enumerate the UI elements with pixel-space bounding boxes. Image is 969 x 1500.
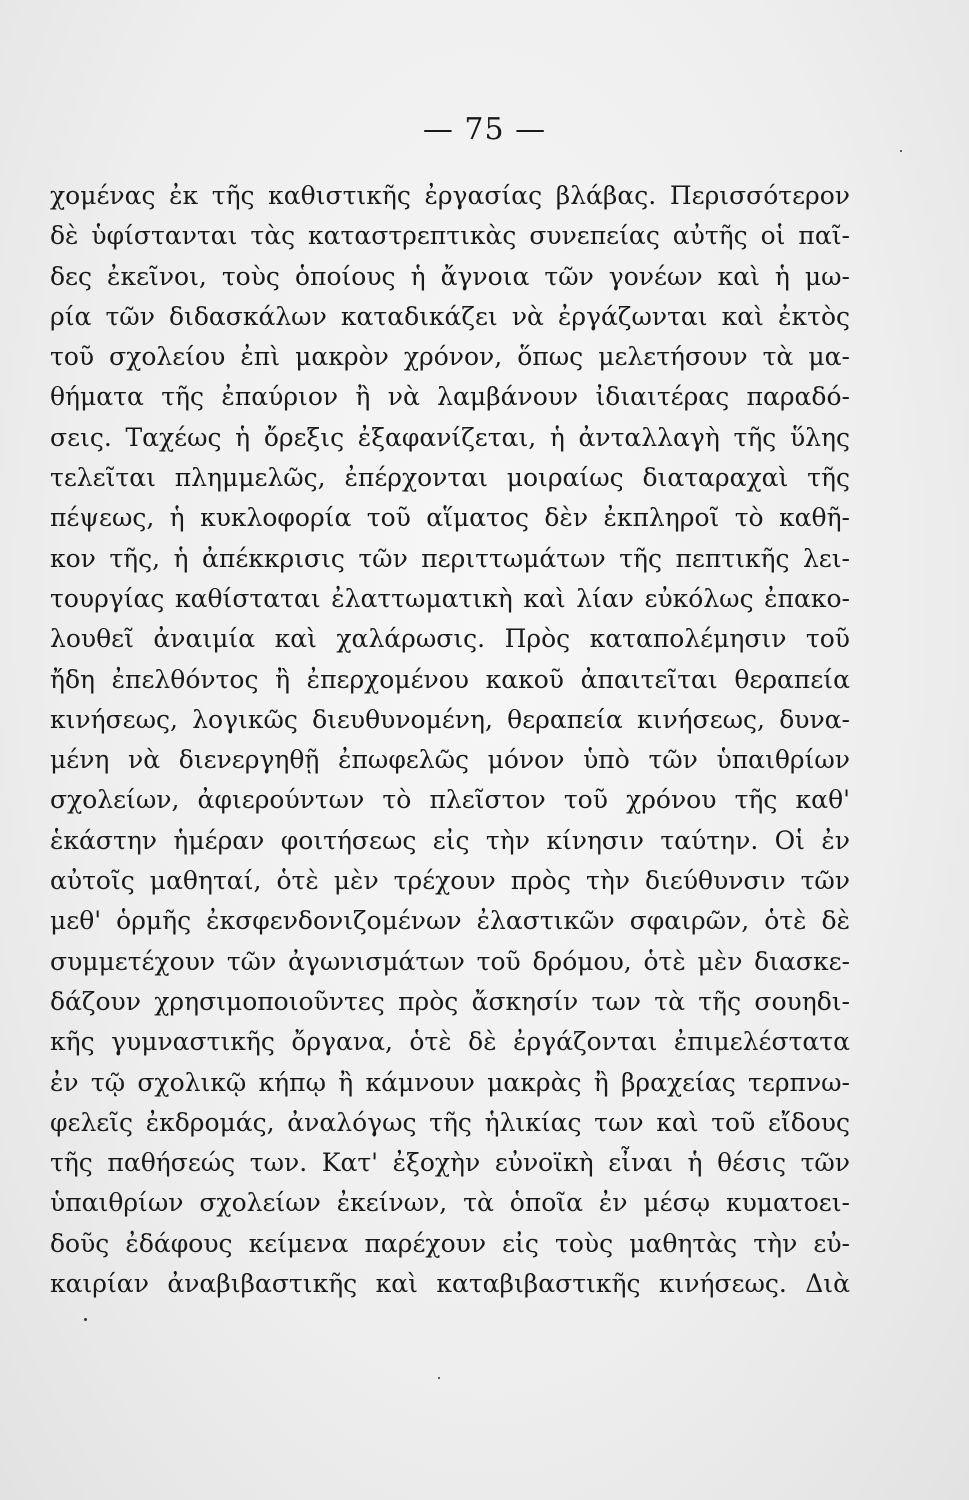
text-line: ἐν τῷ σχολικῷ κήπῳ ἢ κάμνουν μακρὰς ἢ βραχείας τερπνω- <box>50 1067 850 1097</box>
text-line: κον τῆς, ἡ ἀπέκκρισις τῶν περιττωμάτων τῆς πεπτικῆς λει- <box>50 543 850 573</box>
text-line: κινήσεως, λογικῶς διευθυνομένη, θεραπεία κινήσεως, δυνα- <box>50 704 850 734</box>
text-line: λουθεῖ ἀναιμία καὶ χαλάρωσις. Πρὸς καταπολέμησιν τοῦ <box>50 624 850 654</box>
text-line: μένη νὰ διενεργηθῇ ἐπωφελῶς μόνον ὑπὸ τῶν ὑπαιθρίων <box>50 745 850 775</box>
text-line: δες ἐκεῖνοι, τοὺς ὁποίους ἡ ἄγνοια τῶν γονέων καὶ ἡ μω- <box>50 261 850 291</box>
text-line: φελεῖς ἐκδρομάς, ἀναλόγως τῆς ἡλικίας των καὶ τοῦ εἴδους <box>50 1107 850 1137</box>
text-line: χομένας ἐκ τῆς καθιστικῆς ἐργασίας βλάβας. Περισσότερον <box>50 181 850 210</box>
text-line: καιρίαν ἀναβιβαστικῆς καὶ καταβιβαστικῆς κινήσεως. Διὰ <box>50 1269 850 1299</box>
text-line: κῆς γυμναστικῆς ὄργανα, ὁτὲ δὲ ἐργάζονται ἐπιμελέστατα <box>50 1027 850 1057</box>
text-line: ἤδη ἐπελθόντος ἢ ἐπερχομένου κακοῦ ἀπαιτεῖται θεραπεία <box>50 664 850 694</box>
text-line: ἑκάστην ἡμέραν φοιτήσεως εἰς τὴν κίνησιν ταύτην. Οἱ ἐν <box>50 825 850 855</box>
text-line: συμμετέχουν τῶν ἀγωνισμάτων τοῦ δρόμου, ὁτὲ μὲν διασκε- <box>50 946 850 976</box>
text-line: δοῦς ἐδάφους κείμενα παρέχουν εἰς τοὺς μαθητὰς τὴν εὐ- <box>50 1228 850 1258</box>
text-line: μεθ' ὁρμῆς ἐκσφενδονιζομένων ἐλαστικῶν σφαιρῶν, ὁτὲ δὲ <box>50 906 850 936</box>
text-line: θήματα τῆς ἐπαύριον ἢ νὰ λαμβάνουν ἰδιαιτέρας παραδό- <box>50 382 850 412</box>
body-text <box>50 176 850 1304</box>
text-line: τελεῖται πλημμελῶς, ἐπέρχονται μοιραίως διαταραχαὶ τῆς <box>50 463 850 493</box>
paper-speck <box>900 150 902 152</box>
text-line: σχολείων, ἀφιερούντων τὸ πλεῖστον τοῦ χρόνου τῆς καθ' <box>50 785 850 815</box>
text-line: αὐτοῖς μαθηταί, ὁτὲ μὲν τρέχουν πρὸς τὴν διεύθυνσιν τῶν <box>50 866 850 896</box>
text-line: ρία τῶν διδασκάλων καταδικάζει νὰ ἐργάζωνται καὶ ἐκτὸς <box>50 301 850 331</box>
text-line: δάζουν χρησιμοποιοῦντες πρὸς ἄσκησίν των τὰ τῆς σουηδι- <box>50 986 850 1016</box>
text-line: πέψεως, ἡ κυκλοφορία τοῦ αἵματος δὲν ἐκπληροῖ τὸ καθῆ- <box>50 503 850 533</box>
text-line: τοῦ σχολείου ἐπὶ μακρὸν χρόνον, ὅπως μελετήσουν τὰ μα- <box>50 342 850 372</box>
paper-speck <box>438 1377 440 1379</box>
page-number: — 75 — <box>422 112 547 147</box>
text-line: σεις. Ταχέως ἡ ὄρεξις ἐξαφανίζεται, ἡ ἀνταλλαγὴ τῆς ὕλης <box>50 422 850 452</box>
paper-speck <box>84 1318 87 1321</box>
text-line: ὑπαιθρίων σχολείων ἐκείνων, τὰ ὁποῖα ἐν μέσῳ κυματοει- <box>50 1188 850 1218</box>
text-line: τουργίας καθίσταται ἐλαττωματικὴ καὶ λίαν εὐκόλως ἐπακο- <box>50 583 850 613</box>
text-line: τῆς παθήσεώς των. Κατ' ἐξοχὴν εὐνοϊκὴ εἶναι ἡ θέσις τῶν <box>50 1148 850 1178</box>
text-line: δὲ ὑφίστανται τὰς καταστρεπτικὰς συνεπείας αὐτῆς οἱ παῖ- <box>50 221 850 251</box>
